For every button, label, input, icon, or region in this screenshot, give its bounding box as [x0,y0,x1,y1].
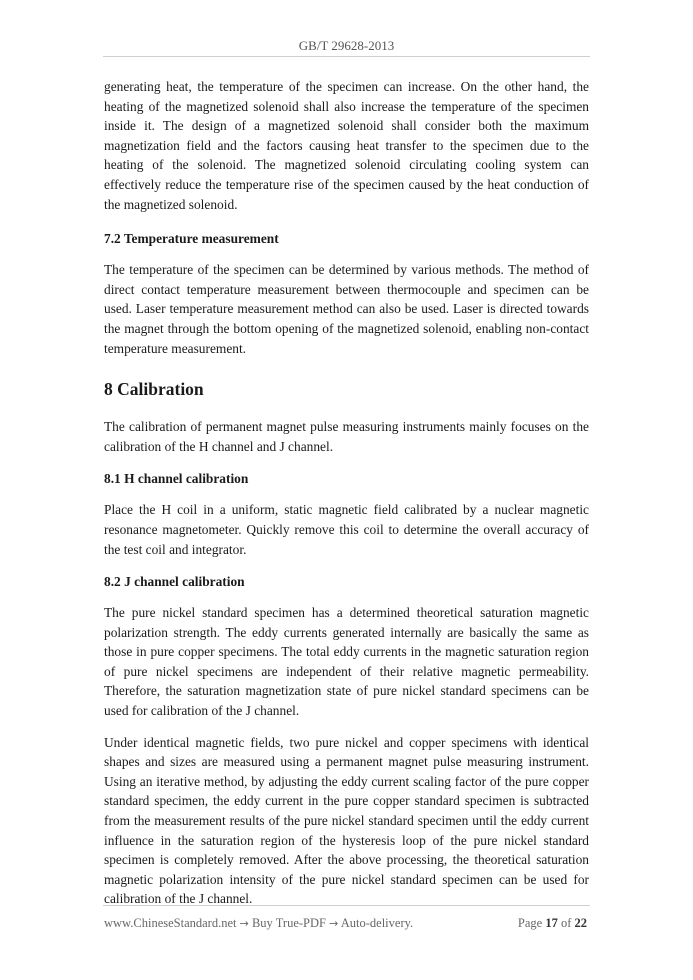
paragraph-j-channel-standard: The pure nickel standard specimen has a determined theoretical saturation magnetic polarization strength. The eddy currents generated internally are basically the same as those in pure copper specimens. The total eddy currents in the magnetic saturation region of pure nickel specimens are independent of their relative magnetic permeability. Therefore, the saturation magnetization state of pure nickel standard specimens can be used for calibration of the J channel. [104,605,589,719]
arrow-right-icon: → [329,917,339,930]
page-word: Page [517,916,543,930]
section-heading-8: 8 Calibration [104,379,204,400]
arrow-right-icon: → [239,917,249,930]
section-heading-8-2: 8.2 J channel calibration [104,574,245,590]
of-word: of [560,916,572,930]
page-counter [518,916,587,931]
page-total: 22 [574,916,587,930]
paragraph-temperature-measurement: The temperature of the specimen can be determined by various methods. The method of direct contact temperature measurement between thermocouple and specimen can be used. Laser temperature measurement method can also be used. Laser is directed towards the magnet through the bottom opening of the magnetized solenoid, enabling non-contact temperature measurement. [104,262,589,356]
page-content [104,77,589,909]
page-number: 17 [545,916,558,930]
header-divider [103,56,590,57]
paragraph-calibration-intro: The calibration of permanent magnet pulse measuring instruments mainly focuses on the calibration of the H channel and J channel. [104,419,589,454]
buy-true-pdf-link[interactable]: Buy True-PDF [251,916,326,930]
paragraph-heating: generating heat, the temperature of the specimen can increase. On the other hand, the heating of the magnetized solenoid shall also increase the temperature of the specimen inside it. The design of a magnetized solenoid shall consider both the maximum magnetization field and the factors causing heat transfer to the specimen due to the heating of the solenoid. The magnetized solenoid circulating cooling system can effectively reduce the temperature rise of the specimen caused by the heat conduction of the magnetized solenoid. [104,79,589,212]
page-header: GB/T 29628-2013 [298,38,395,53]
paragraph-h-channel: Place the H coil in a uniform, static magnetic field calibrated by a nuclear magnetic resonance magnetometer. Quickly remove this coil to determine the overall accuracy of the test coil and integrator. [104,502,589,557]
auto-delivery-text: Auto-delivery. [340,916,414,930]
footer-divider [103,905,590,906]
section-heading-7-2: 7.2 Temperature measurement [104,231,279,247]
section-heading-8-1: 8.1 H channel calibration [104,471,249,487]
footer-promo [104,916,413,931]
site-link[interactable]: www.ChineseStandard.net [104,916,237,930]
paragraph-j-channel-method: Under identical magnetic fields, two pure nickel and copper specimens with identical shapes and sizes are measured using a permanent magnet pulse measuring instrument. Using an iterative method, by adjusting the eddy current scaling factor of the pure copper standard specimen, the eddy current in the pure copper standard specimen is subtracted from the measurement results of the pure nickel standard specimen until the eddy current influence in the saturation region of the hysteresis loop of the pure nickel standard specimen is completely removed. After the above processing, the theoretical saturation magnetic polarization intensity of the pure nickel standard specimen can be used for calibration of the J channel. [104,734,589,907]
